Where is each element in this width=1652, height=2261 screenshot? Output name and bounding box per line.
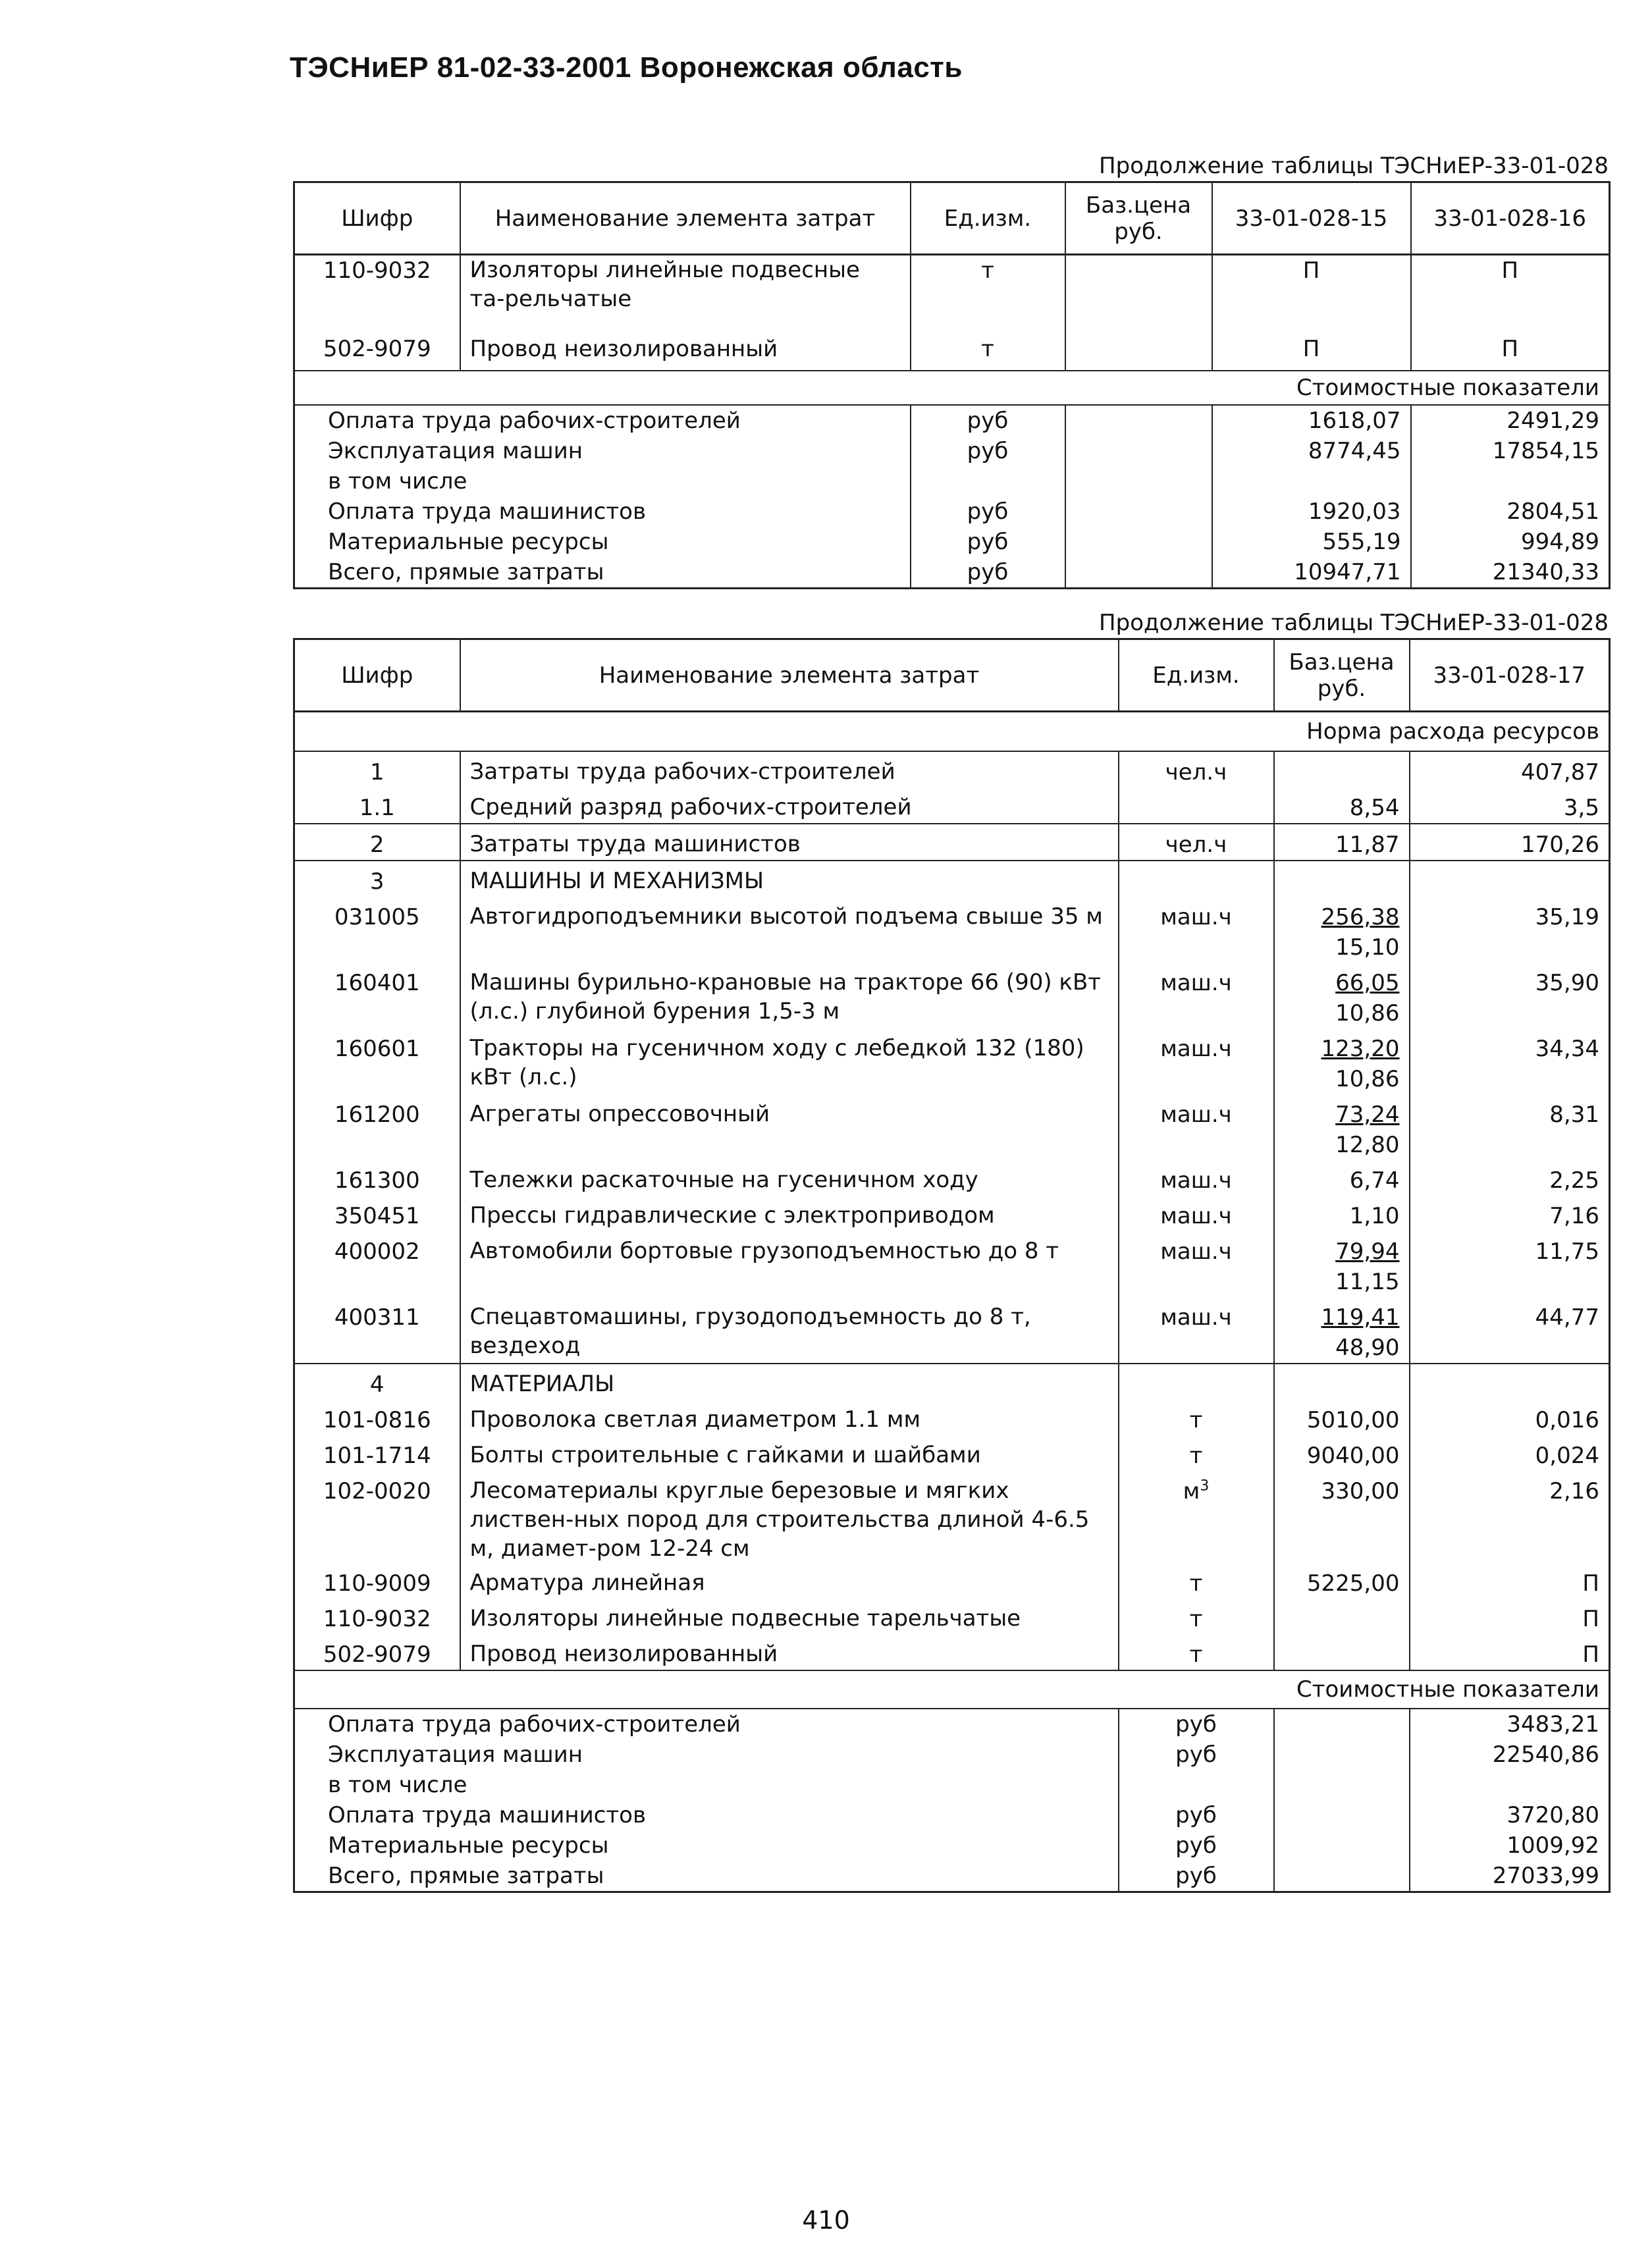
row-code: 3	[294, 861, 460, 897]
row-price	[1274, 1400, 1410, 1435]
header-unit: Ед.изм.	[1119, 639, 1274, 712]
cost-price-empty	[1274, 1861, 1410, 1892]
cost-value-15	[1212, 466, 1411, 496]
row-unit-text: маш.ч	[1160, 1304, 1232, 1331]
row-code: 160601	[294, 1028, 460, 1094]
cost-row	[294, 405, 1610, 436]
row-price-machinist-wage: 48,90	[1335, 1335, 1400, 1361]
row-unit	[1119, 1160, 1274, 1196]
row-price-value: 8,54	[1349, 795, 1400, 821]
row-code: 1	[294, 751, 460, 787]
row-price-value: 79,94	[1335, 1238, 1400, 1265]
row-price-value: 1,10	[1349, 1203, 1400, 1229]
table2-caption: Продолжение таблицы ТЭСНиЕР-33-01-028	[1099, 610, 1609, 636]
row-name: Машины бурильно-крановые на тракторе 66 (90) кВт (л.с.) глубиной бурения 1,5-3 м	[460, 963, 1119, 1028]
table1-caption: Продолжение таблицы ТЭСНиЕР-33-01-028	[1099, 153, 1609, 179]
row-code: 502-9079	[294, 1634, 460, 1670]
row-unit-text: чел.ч	[1165, 759, 1227, 785]
cost-unit	[911, 466, 1065, 496]
row-unit	[1119, 1471, 1274, 1563]
cost-name: Материальные ресурсы	[294, 1830, 1119, 1861]
row-price-machinist-wage: 12,80	[1335, 1132, 1400, 1158]
page-header: ТЭСНиЕР 81-02-33-2001 Воронежская область	[290, 51, 963, 84]
row-unit-text: маш.ч	[1160, 1167, 1232, 1194]
cost-value-16: 17854,15	[1411, 436, 1610, 466]
header-code: Шифр	[294, 639, 460, 712]
cost-value-15: 1618,07	[1212, 405, 1411, 436]
row-code: 161300	[294, 1160, 460, 1196]
cost-row	[294, 1709, 1610, 1740]
row-value-17: 35,19	[1410, 897, 1610, 963]
row-unit	[1119, 897, 1274, 963]
row-price-value: 73,24	[1335, 1102, 1400, 1128]
row-unit	[1119, 1094, 1274, 1160]
row-price	[1274, 1028, 1410, 1094]
row-unit	[1119, 1196, 1274, 1231]
row-price-value: 5225,00	[1306, 1570, 1400, 1597]
row-unit	[1119, 751, 1274, 787]
row-name: Изоляторы линейные подвесные та-рельчатые	[460, 255, 911, 334]
cost-row	[294, 1830, 1610, 1861]
cost-row	[294, 1800, 1610, 1830]
header-code: Шифр	[294, 182, 460, 255]
cost-value-15: 10947,71	[1212, 557, 1411, 589]
cost-name: в том числе	[294, 466, 911, 496]
row-unit	[1119, 1563, 1274, 1599]
row-name: Агрегаты опрессовочный	[460, 1094, 1119, 1160]
table-row	[294, 787, 1610, 824]
table-row	[294, 1634, 1610, 1670]
row-price	[1274, 1364, 1410, 1400]
row-price	[1274, 1160, 1410, 1196]
cost-price-empty	[1274, 1770, 1410, 1800]
cost-value-17: 3720,80	[1410, 1800, 1610, 1830]
table-row	[294, 1196, 1610, 1231]
header-base-price: Баз.цена руб.	[1065, 182, 1212, 255]
row-unit	[1119, 963, 1274, 1028]
cost-unit: руб	[1119, 1740, 1274, 1770]
cost-price-empty	[1274, 1709, 1410, 1740]
row-price-value: 119,41	[1321, 1304, 1400, 1331]
cost-name: Оплата труда рабочих-строителей	[294, 405, 911, 436]
row-unit	[1119, 1297, 1274, 1364]
cost-value-15: 1920,03	[1212, 496, 1411, 527]
cost-value-17: 27033,99	[1410, 1861, 1610, 1892]
row-unit	[1119, 824, 1274, 861]
page-number: 410	[802, 2206, 850, 2235]
row-price-value: 11,87	[1335, 832, 1400, 858]
row-price	[1274, 751, 1410, 787]
table-row	[294, 1400, 1610, 1435]
cost-unit: руб	[911, 436, 1065, 466]
table-row	[294, 1231, 1610, 1297]
row-name: Средний разряд рабочих-строителей	[460, 787, 1119, 824]
row-unit-text: маш.ч	[1160, 1036, 1232, 1062]
cost-row	[294, 527, 1610, 557]
row-unit-text: т	[1189, 1443, 1203, 1469]
cost-row	[294, 557, 1610, 589]
norm-section-title: Норма расхода ресурсов	[294, 712, 1610, 752]
cost-value-16: 21340,33	[1411, 557, 1610, 589]
row-name: Тракторы на гусеничном ходу с лебедкой 132 (180) кВт (л.с.)	[460, 1028, 1119, 1094]
row-price-value: 6,74	[1349, 1167, 1400, 1194]
table-row	[294, 963, 1610, 1028]
header-unit: Ед.изм.	[911, 182, 1065, 255]
cost-unit: руб	[1119, 1861, 1274, 1892]
row-unit	[1119, 861, 1274, 897]
cost-value-17: 3483,21	[1410, 1709, 1610, 1740]
header-name: Наименование элемента затрат	[460, 182, 911, 255]
table-row	[294, 334, 1610, 371]
cost-row	[294, 436, 1610, 466]
table-row	[294, 824, 1610, 861]
row-code: 4	[294, 1364, 460, 1400]
cost-name: Оплата труда машинистов	[294, 1800, 1119, 1830]
row-name: Изоляторы линейные подвесные тарельчатые	[460, 1599, 1119, 1634]
row-unit-text: м	[1183, 1478, 1200, 1504]
row-price	[1274, 1634, 1410, 1670]
cost-value-16: 994,89	[1411, 527, 1610, 557]
row-value-17: 2,25	[1410, 1160, 1610, 1196]
cost-price-empty	[1065, 405, 1212, 436]
row-unit-text: маш.ч	[1160, 904, 1232, 930]
row-name: Болты строительные с гайками и шайбами	[460, 1435, 1119, 1471]
row-name: Провод неизолированный	[460, 1634, 1119, 1670]
table-row	[294, 751, 1610, 787]
row-value-17: 407,87	[1410, 751, 1610, 787]
row-price-value: 330,00	[1321, 1478, 1400, 1504]
row-code: 400002	[294, 1231, 460, 1297]
row-price-value: 5010,00	[1306, 1407, 1400, 1433]
row-value-17: П	[1410, 1563, 1610, 1599]
row-price	[1274, 1231, 1410, 1297]
row-name: Тележки раскаточные на гусеничном ходу	[460, 1160, 1119, 1196]
row-unit: т	[911, 334, 1065, 371]
row-price	[1274, 1471, 1410, 1563]
cost-value-16	[1411, 466, 1610, 496]
cost-row	[294, 1740, 1610, 1770]
cost-name: Материальные ресурсы	[294, 527, 911, 557]
row-value-17	[1410, 1364, 1610, 1400]
table-row	[294, 1471, 1610, 1563]
row-unit	[1119, 1364, 1274, 1400]
row-code: 502-9079	[294, 334, 460, 371]
header-rate-16: 33-01-028-16	[1411, 182, 1610, 255]
row-code: 102-0020	[294, 1471, 460, 1563]
row-value-17: 0,016	[1410, 1400, 1610, 1435]
cost-section-title: Стоимостные показатели	[294, 1670, 1610, 1709]
cost-unit: руб	[1119, 1800, 1274, 1830]
row-unit	[1119, 1400, 1274, 1435]
header-base-price: Баз.цена руб.	[1274, 639, 1410, 712]
table-row	[294, 255, 1610, 334]
row-unit	[1119, 1599, 1274, 1634]
cost-row	[294, 1861, 1610, 1892]
row-price-machinist-wage: 10,86	[1335, 1066, 1400, 1092]
cost-value-15: 8774,45	[1212, 436, 1411, 466]
row-price	[1274, 963, 1410, 1028]
row-price-machinist-wage: 11,15	[1335, 1269, 1400, 1295]
cost-value-15: 555,19	[1212, 527, 1411, 557]
row-value-17: 44,77	[1410, 1297, 1610, 1364]
row-unit-text: т	[1189, 1641, 1203, 1668]
row-price-machinist-wage: 10,86	[1335, 1000, 1400, 1026]
row-name: Спецавтомашины, грузодоподъемность до 8 т, вездеход	[460, 1297, 1119, 1364]
row-unit	[1119, 1435, 1274, 1471]
row-price	[1274, 1297, 1410, 1364]
table-row	[294, 1599, 1610, 1634]
cost-section-title-row	[294, 371, 1610, 405]
cost-row	[294, 466, 1610, 496]
cost-unit: руб	[1119, 1830, 1274, 1861]
row-value-17: 3,5	[1410, 787, 1610, 824]
row-code: 400311	[294, 1297, 460, 1364]
row-value-17: 8,31	[1410, 1094, 1610, 1160]
row-price	[1274, 787, 1410, 824]
cost-price-empty	[1065, 527, 1212, 557]
row-unit	[1119, 1634, 1274, 1670]
row-unit-text: маш.ч	[1160, 1203, 1232, 1229]
row-value-17: 0,024	[1410, 1435, 1610, 1471]
row-name: Проволока светлая диаметром 1.1 мм	[460, 1400, 1119, 1435]
row-value-16: П	[1411, 255, 1610, 334]
cost-value-17: 1009,92	[1410, 1830, 1610, 1861]
row-value-17: 11,75	[1410, 1231, 1610, 1297]
cost-name: Оплата труда машинистов	[294, 496, 911, 527]
table-row	[294, 1435, 1610, 1471]
header-name: Наименование элемента затрат	[460, 639, 1119, 712]
row-price-value: 256,38	[1321, 904, 1400, 930]
row-unit-text: маш.ч	[1160, 1238, 1232, 1265]
row-value-15: П	[1212, 255, 1411, 334]
row-price-value: 66,05	[1335, 970, 1400, 996]
cost-value-16: 2491,29	[1411, 405, 1610, 436]
row-name: Затраты труда рабочих-строителей	[460, 751, 1119, 787]
row-code: 110-9032	[294, 1599, 460, 1634]
cost-name: Всего, прямые затраты	[294, 557, 911, 589]
cost-price-empty	[1274, 1800, 1410, 1830]
table-row	[294, 1364, 1610, 1400]
row-unit-text: чел.ч	[1165, 832, 1227, 858]
row-value-17: 34,34	[1410, 1028, 1610, 1094]
cost-unit: руб	[911, 405, 1065, 436]
row-unit-text: т	[1189, 1606, 1203, 1632]
row-unit-text: маш.ч	[1160, 1102, 1232, 1128]
cost-name: Эксплуатация машин	[294, 436, 911, 466]
row-unit	[1119, 1028, 1274, 1094]
table-row	[294, 1297, 1610, 1364]
row-name: Провод неизолированный	[460, 334, 911, 371]
row-code: 101-1714	[294, 1435, 460, 1471]
row-code: 110-9032	[294, 255, 460, 334]
header-rate-15: 33-01-028-15	[1212, 182, 1411, 255]
row-unit-text: т	[1189, 1570, 1203, 1597]
cost-price-empty	[1065, 557, 1212, 589]
cost-name: Эксплуатация машин	[294, 1740, 1119, 1770]
row-value-15: П	[1212, 334, 1411, 371]
row-code: 101-0816	[294, 1400, 460, 1435]
row-name: Затраты труда машинистов	[460, 824, 1119, 861]
cost-price-empty	[1065, 436, 1212, 466]
row-price	[1065, 255, 1212, 334]
cost-unit: руб	[911, 527, 1065, 557]
row-code: 031005	[294, 897, 460, 963]
row-price	[1274, 1599, 1410, 1634]
row-value-17	[1410, 861, 1610, 897]
table-row	[294, 1563, 1610, 1599]
cost-section-title-row	[294, 1670, 1610, 1709]
cost-value-17: 22540,86	[1410, 1740, 1610, 1770]
norm-section-title-row	[294, 712, 1610, 752]
row-unit-text: маш.ч	[1160, 970, 1232, 996]
table-row	[294, 1160, 1610, 1196]
row-code: 1.1	[294, 787, 460, 824]
row-code: 2	[294, 824, 460, 861]
row-code: 110-9009	[294, 1563, 460, 1599]
row-code: 161200	[294, 1094, 460, 1160]
row-price-value: 123,20	[1321, 1036, 1400, 1062]
cost-unit: руб	[911, 496, 1065, 527]
cost-unit: руб	[1119, 1709, 1274, 1740]
row-price	[1274, 861, 1410, 897]
cost-value-16: 2804,51	[1411, 496, 1610, 527]
row-value-17: 170,26	[1410, 824, 1610, 861]
row-price	[1065, 334, 1212, 371]
table-row	[294, 1094, 1610, 1160]
row-unit: т	[911, 255, 1065, 334]
row-name: Автогидроподъемники высотой подъема свыше 35 м	[460, 897, 1119, 963]
cost-name: Всего, прямые затраты	[294, 1861, 1119, 1892]
table-row	[294, 1028, 1610, 1094]
row-name: МАТЕРИАЛЫ	[460, 1364, 1119, 1400]
row-price-value: 9040,00	[1306, 1443, 1400, 1469]
row-value-16: П	[1411, 334, 1610, 371]
row-code: 160401	[294, 963, 460, 1028]
cost-price-empty	[1274, 1740, 1410, 1770]
cost-price-empty	[1065, 496, 1212, 527]
row-name: Арматура линейная	[460, 1563, 1119, 1599]
table-row	[294, 897, 1610, 963]
cost-unit	[1119, 1770, 1274, 1800]
cost-value-17	[1410, 1770, 1610, 1800]
row-price	[1274, 897, 1410, 963]
row-name: Прессы гидравлические с электроприводом	[460, 1196, 1119, 1231]
row-name: МАШИНЫ И МЕХАНИЗМЫ	[460, 861, 1119, 897]
row-code: 350451	[294, 1196, 460, 1231]
row-value-17: 7,16	[1410, 1196, 1610, 1231]
row-value-17: 2,16	[1410, 1471, 1610, 1563]
table-row	[294, 861, 1610, 897]
row-unit-superscript: 3	[1200, 1477, 1210, 1495]
row-name: Лесоматериалы круглые березовые и мягких листвен-ных пород для строительства длиной 4-6.5 м, диамет-ром 12-24 см	[460, 1471, 1119, 1563]
cost-section-title: Стоимостные показатели	[294, 371, 1610, 405]
row-price	[1274, 1094, 1410, 1160]
cost-table-2	[293, 638, 1611, 1893]
cost-row	[294, 496, 1610, 527]
row-price-machinist-wage: 15,10	[1335, 934, 1400, 961]
row-price	[1274, 1563, 1410, 1599]
cost-price-empty	[1274, 1830, 1410, 1861]
row-price	[1274, 1196, 1410, 1231]
row-price	[1274, 1435, 1410, 1471]
cost-name: в том числе	[294, 1770, 1119, 1800]
row-unit-text: т	[1189, 1407, 1203, 1433]
row-name: Автомобили бортовые грузоподъемностью до 8 т	[460, 1231, 1119, 1297]
cost-price-empty	[1065, 466, 1212, 496]
row-value-17: П	[1410, 1634, 1610, 1670]
row-unit	[1119, 787, 1274, 824]
row-price	[1274, 824, 1410, 861]
row-value-17: П	[1410, 1599, 1610, 1634]
row-unit	[1119, 1231, 1274, 1297]
header-rate-17: 33-01-028-17	[1410, 639, 1610, 712]
cost-unit: руб	[911, 557, 1065, 589]
row-value-17: 35,90	[1410, 963, 1610, 1028]
cost-table-1	[293, 181, 1611, 589]
cost-name: Оплата труда рабочих-строителей	[294, 1709, 1119, 1740]
cost-row	[294, 1770, 1610, 1800]
